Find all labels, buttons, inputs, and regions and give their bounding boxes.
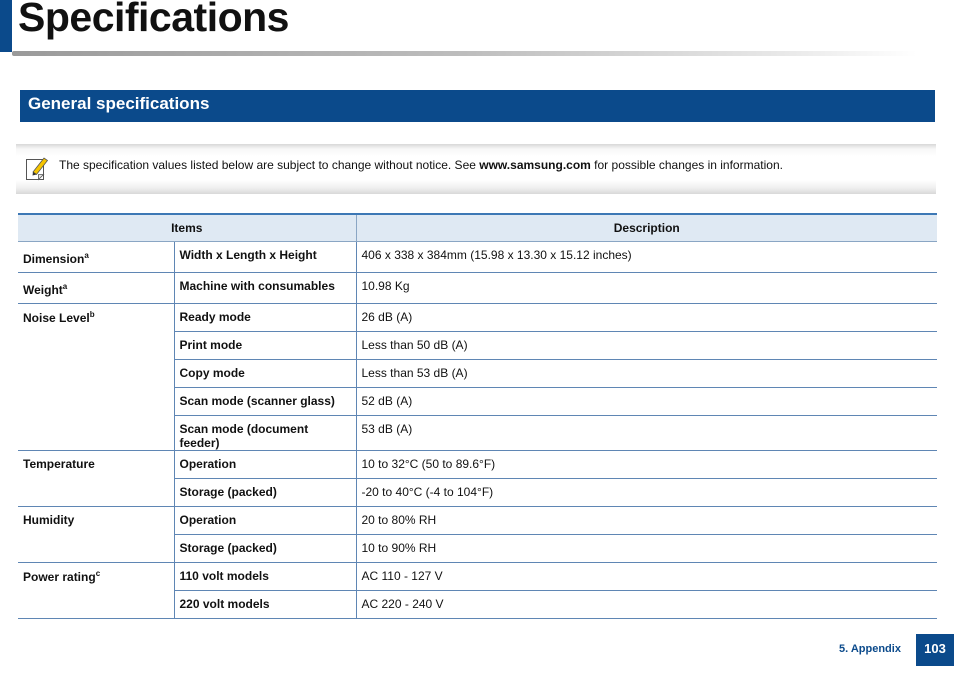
- footnote-marker: c: [95, 569, 101, 578]
- category-cell: [18, 273, 174, 304]
- title-accent-bar: [0, 0, 12, 52]
- section-header: [20, 90, 935, 122]
- header-description: Description: [356, 214, 937, 242]
- description-cell: 406 x 338 x 384mm (15.98 x 13.30 x 15.12 inches): [356, 242, 937, 273]
- item-cell: Storage (packed): [174, 535, 356, 563]
- item-cell: Storage (packed): [174, 479, 356, 507]
- description-cell: 26 dB (A): [356, 304, 937, 332]
- category-cell: [18, 304, 174, 451]
- table-row: [18, 507, 937, 535]
- description-cell: 10 to 32°C (50 to 89.6°F): [356, 451, 937, 479]
- item-cell: Scan mode (document feeder): [174, 416, 356, 451]
- footnote-marker: b: [89, 310, 95, 319]
- table-row: [18, 304, 937, 332]
- category-cell: [18, 563, 174, 619]
- item-cell: Width x Length x Height: [174, 242, 356, 273]
- page-title: Specifications: [18, 0, 289, 40]
- category-label: Humidity: [23, 513, 75, 527]
- table-row: [18, 273, 937, 304]
- description-cell: AC 110 - 127 V: [356, 563, 937, 591]
- specifications-table: [18, 213, 937, 619]
- item-cell: 220 volt models: [174, 591, 356, 619]
- title-divider: [12, 51, 917, 56]
- category-label: Weight: [23, 283, 63, 297]
- description-cell: 53 dB (A): [356, 416, 937, 451]
- table-row: [18, 563, 937, 591]
- description-cell: 20 to 80% RH: [356, 507, 937, 535]
- table-header-row: [18, 214, 937, 242]
- footnote-marker: a: [62, 282, 68, 291]
- description-cell: 10 to 90% RH: [356, 535, 937, 563]
- header-items: Items: [18, 214, 356, 242]
- item-cell: Scan mode (scanner glass): [174, 388, 356, 416]
- category-cell: [18, 242, 174, 273]
- item-cell: Copy mode: [174, 360, 356, 388]
- table-row: [18, 242, 937, 273]
- description-cell: AC 220 - 240 V: [356, 591, 937, 619]
- note-pencil-icon: [25, 156, 49, 182]
- item-cell: Ready mode: [174, 304, 356, 332]
- description-cell: 10.98 Kg: [356, 273, 937, 304]
- description-cell: Less than 50 dB (A): [356, 332, 937, 360]
- description-cell: Less than 53 dB (A): [356, 360, 937, 388]
- category-cell: [18, 507, 174, 563]
- note-text-after: for possible changes in information.: [590, 158, 783, 172]
- category-cell: [18, 451, 174, 507]
- samsung-link[interactable]: www.samsung.com: [479, 158, 591, 172]
- item-cell: 110 volt models: [174, 563, 356, 591]
- category-label: Dimension: [23, 252, 85, 266]
- footer-chapter: 5. Appendix: [839, 643, 901, 655]
- page-number: 103: [916, 634, 954, 666]
- item-cell: Operation: [174, 507, 356, 535]
- note-text-before: The specification values listed below are subject to change without notice. See: [59, 158, 480, 172]
- note-text: [59, 158, 783, 172]
- item-cell: Machine with consumables: [174, 273, 356, 304]
- category-label: Temperature: [23, 457, 95, 471]
- item-cell: Print mode: [174, 332, 356, 360]
- table-row: [18, 451, 937, 479]
- description-cell: 52 dB (A): [356, 388, 937, 416]
- section-title: General specifications: [28, 94, 210, 113]
- category-label: Noise Level: [23, 311, 90, 325]
- note-box: [16, 144, 936, 194]
- description-cell: -20 to 40°C (-4 to 104°F): [356, 479, 937, 507]
- item-cell: Operation: [174, 451, 356, 479]
- category-label: Power rating: [23, 570, 96, 584]
- footnote-marker: a: [84, 251, 89, 260]
